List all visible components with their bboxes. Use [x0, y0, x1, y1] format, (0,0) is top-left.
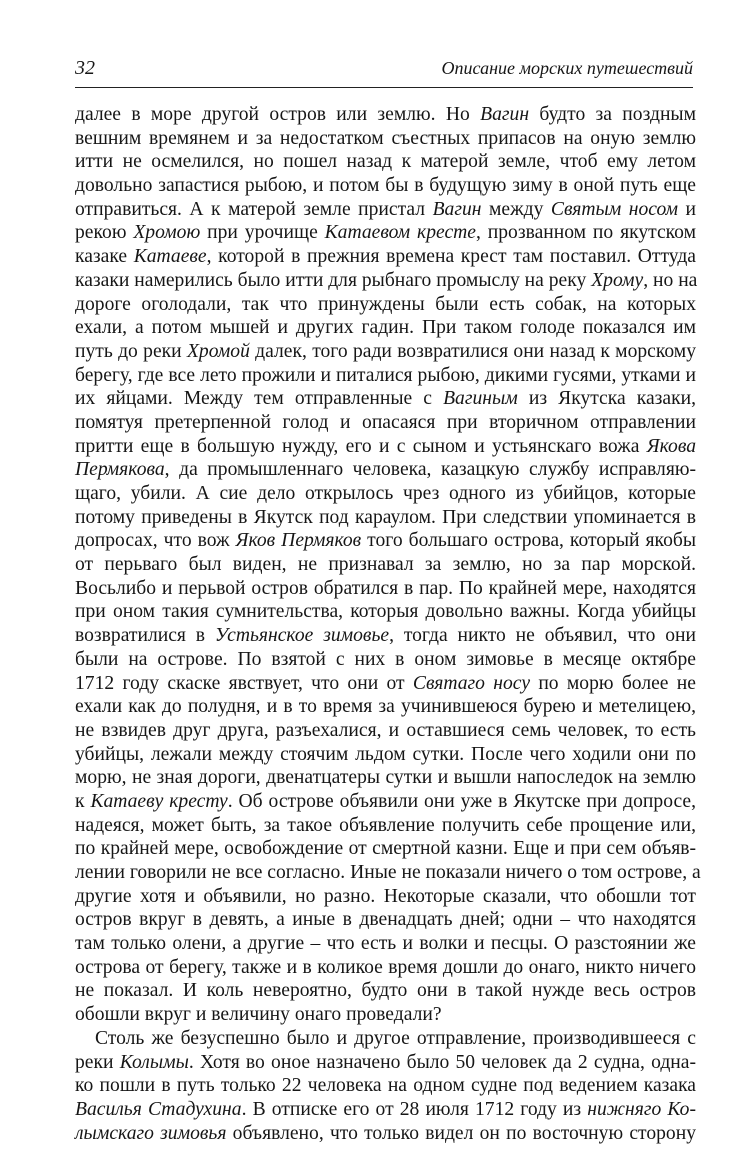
italic-run: Хромой	[186, 340, 250, 362]
italic-run: Катаеве	[133, 246, 207, 268]
text-line	[75, 1122, 696, 1146]
text-run: по крайней мере, освобождение от смертной казни. Еще и при сем объяв-	[75, 838, 696, 860]
text-line	[75, 956, 696, 980]
text-run: . Хотя во оное назначено было 50 человек да 2 судна, одна-	[188, 1051, 696, 1073]
text-run: вешним времянем и за недостатком съестных припасов на оную землю	[75, 127, 696, 149]
text-run: при урочище	[200, 222, 325, 244]
text-line	[75, 861, 701, 885]
text-line	[75, 150, 696, 174]
text-run: 1712 году скаске явствует, что они от	[75, 672, 413, 694]
text-line	[75, 506, 696, 530]
italic-run: Катаеву кресту	[90, 790, 228, 812]
italic-run: Устьянское зимовье	[214, 625, 390, 647]
text-run: притти еще в большую нужду, его и с сыном и устьянскаго вожа	[75, 435, 647, 457]
text-run: . Об острове объявили они уже в Якутске при допросе,	[227, 790, 697, 812]
text-line	[75, 766, 696, 790]
text-run: по морю более не	[530, 672, 696, 694]
text-run: ехали, а потом мышей и других гадин. При таком голоде показался им	[75, 317, 696, 339]
text-line	[75, 837, 696, 861]
text-run: ко пошли в путь только 22 человека на одном судне под ведением казака	[75, 1075, 696, 1097]
italic-run: Хрому	[591, 269, 644, 291]
text-line	[75, 340, 696, 364]
text-run: Столь же безуспешно было и другое отправление, производившееся с	[95, 1027, 696, 1049]
text-run: острова от берегу, также и в коликое время дошли до онаго, никто ничего	[75, 956, 696, 978]
text-run: остров вкруг в девять, а иные в двенадцать дней; одни – что находятся	[75, 909, 696, 931]
text-line	[75, 316, 696, 340]
text-run: щаго, убили. А сие дело открылось чрез одного из убийцов, которые	[75, 483, 696, 504]
body-text	[75, 103, 701, 1145]
italic-run: лымскаго зимовья	[75, 1122, 227, 1144]
text-run: между	[481, 198, 551, 220]
running-head	[75, 53, 693, 88]
text-line	[75, 908, 696, 932]
text-line	[75, 269, 696, 293]
text-line	[75, 198, 696, 222]
text-line	[75, 387, 696, 411]
text-line	[75, 577, 696, 601]
text-run: , но на	[643, 269, 698, 291]
text-line	[75, 743, 696, 767]
italic-run: Святым носом	[550, 198, 679, 220]
text-run: реки	[75, 1051, 120, 1073]
page-number: 32	[75, 57, 95, 79]
text-run: , прозванном по якутском	[475, 222, 696, 244]
text-line	[75, 174, 696, 198]
text-run: . В отписке его от 28 июля 1712 году из	[241, 1098, 588, 1120]
text-line	[75, 719, 696, 743]
italic-run: Хромою	[133, 222, 201, 244]
text-line	[75, 553, 696, 577]
text-run: ехали как до полудня, и в то время за учинившеюся бурею и метелицею,	[75, 696, 696, 718]
text-run: итти не осмелился, но пошел назад к матерой земле, чтоб ему летом	[75, 151, 696, 173]
italic-run: Василья Стадухина	[75, 1098, 242, 1120]
text-run: допросах, что вож	[75, 530, 236, 552]
text-line	[75, 221, 696, 245]
italic-run: Пермякова	[75, 459, 165, 481]
text-run: казаки намерились было итти для рыбнаго промыслу на реку	[75, 269, 592, 291]
italic-run: Яков Пермяков	[235, 530, 362, 552]
text-run: довольно запастися рыбою, и потом бы в будущую зиму в оной путь еще	[75, 175, 696, 197]
text-run: Восьлибо и перьвой остров обратился в пар. По крайней мере, находятся	[75, 577, 696, 599]
text-run: лении говорили не все согласно. Иные не показали ничего о том острове, а	[75, 862, 701, 883]
text-run: не показал. И коль невероятно, будто они в такой нужде весь остров	[75, 980, 696, 1002]
italic-run: Вагин	[480, 104, 530, 125]
text-run: обошли вкруг и величину онаго проведали?	[75, 1004, 442, 1026]
text-line	[75, 672, 696, 696]
text-run: того большаго острова, который якобы	[361, 530, 697, 552]
text-line	[75, 482, 696, 506]
text-run: при оном такия сумнительства, которыя довольно важны. Когда убийцы	[75, 601, 696, 623]
text-run: берегу, где все лето прожили и питалися рыбою, дикими гусями, утками и	[75, 364, 696, 386]
text-line	[75, 458, 696, 482]
text-run: из Якутска казаки,	[517, 388, 696, 410]
italic-run: Колымы	[119, 1051, 189, 1073]
text-line	[75, 885, 696, 909]
text-run: были на острове. По взятой с них в оном зимовье в месяце октябре	[75, 648, 696, 670]
text-run: их яйцами. Между тем отправленные с	[75, 388, 444, 410]
text-run: , которой в прежния времена крест там поставил. Оттуда	[206, 246, 696, 268]
italic-run: Вагиным	[443, 388, 518, 410]
text-line	[75, 1003, 696, 1027]
text-run: возвратилися в	[75, 625, 215, 647]
text-run: и	[678, 198, 696, 220]
text-line	[75, 529, 696, 553]
text-line	[75, 600, 696, 624]
text-run: казаке	[75, 246, 134, 268]
text-line	[75, 648, 696, 672]
text-run: рекою	[75, 222, 134, 244]
text-run: отправиться. А к матерой земле пристал	[75, 198, 433, 220]
italic-run: Катаевом кресте	[324, 222, 476, 244]
text-run: убийцы, лежали между стоячим льдом сутки. После чего ходили они по	[75, 743, 696, 765]
text-line	[75, 127, 696, 151]
text-line	[75, 364, 696, 388]
text-run: от перьваго был виден, не признавал за землю, но за пар морской.	[75, 554, 696, 576]
text-run: другие хотя и объявили, но разно. Некоторые сказали, что обошли тот	[75, 885, 696, 907]
text-run: надеяся, может быть, за такое объявление получить себе прощение или,	[75, 814, 696, 836]
text-line	[75, 932, 696, 956]
text-run: объявлено, что только видел он по восточную сторону	[226, 1122, 696, 1144]
text-line	[75, 1027, 696, 1051]
italic-run: Святаго носу	[412, 672, 531, 694]
text-run: далее в море другой остров или землю. Но	[75, 104, 481, 125]
italic-run: Якова	[646, 435, 696, 457]
text-run: путь до реки	[75, 340, 187, 362]
text-line	[75, 695, 696, 719]
text-run: , тогда никто не объявил, что они	[389, 625, 696, 647]
text-line	[75, 1098, 696, 1122]
text-line	[75, 103, 696, 127]
text-run: помятуя претерпенной голод и опасаяся при вторичном отправлении	[75, 411, 696, 433]
text-line	[75, 624, 696, 648]
text-run: не взвидев друг друга, разъехалися, и оставшиеся семь человек, то есть	[75, 719, 696, 741]
text-line	[75, 1074, 696, 1098]
text-line	[75, 435, 696, 459]
text-run: далек, того ради возвратилися они назад к морскому	[249, 340, 697, 362]
text-line	[75, 1051, 696, 1075]
text-line	[75, 411, 696, 435]
text-run: морю, не зная дороги, двенатцатеры сутки и вышли напоследок на землю	[75, 767, 696, 789]
text-run: будто за поздным	[529, 104, 696, 125]
text-run: потому приведены в Якутск под караулом. При следствии упоминается в	[75, 506, 696, 528]
text-run: к	[75, 790, 91, 812]
running-title: Описание морских путешествий	[441, 58, 693, 78]
italic-run: Вагин	[432, 198, 482, 220]
text-line	[75, 790, 696, 814]
text-line	[75, 245, 696, 269]
text-run: там только олени, а другие – что есть и волки и песцы. О разстоянии же	[75, 933, 696, 955]
text-run: , да промышленнаго человека, казацкую службу исправляю-	[164, 459, 696, 481]
text-line	[75, 293, 696, 317]
text-line	[75, 979, 696, 1003]
text-run: дороге оголодали, так что принуждены были есть собак, на которых	[75, 293, 696, 315]
text-line	[75, 814, 696, 838]
italic-run: нижняго Ко-	[587, 1098, 696, 1120]
